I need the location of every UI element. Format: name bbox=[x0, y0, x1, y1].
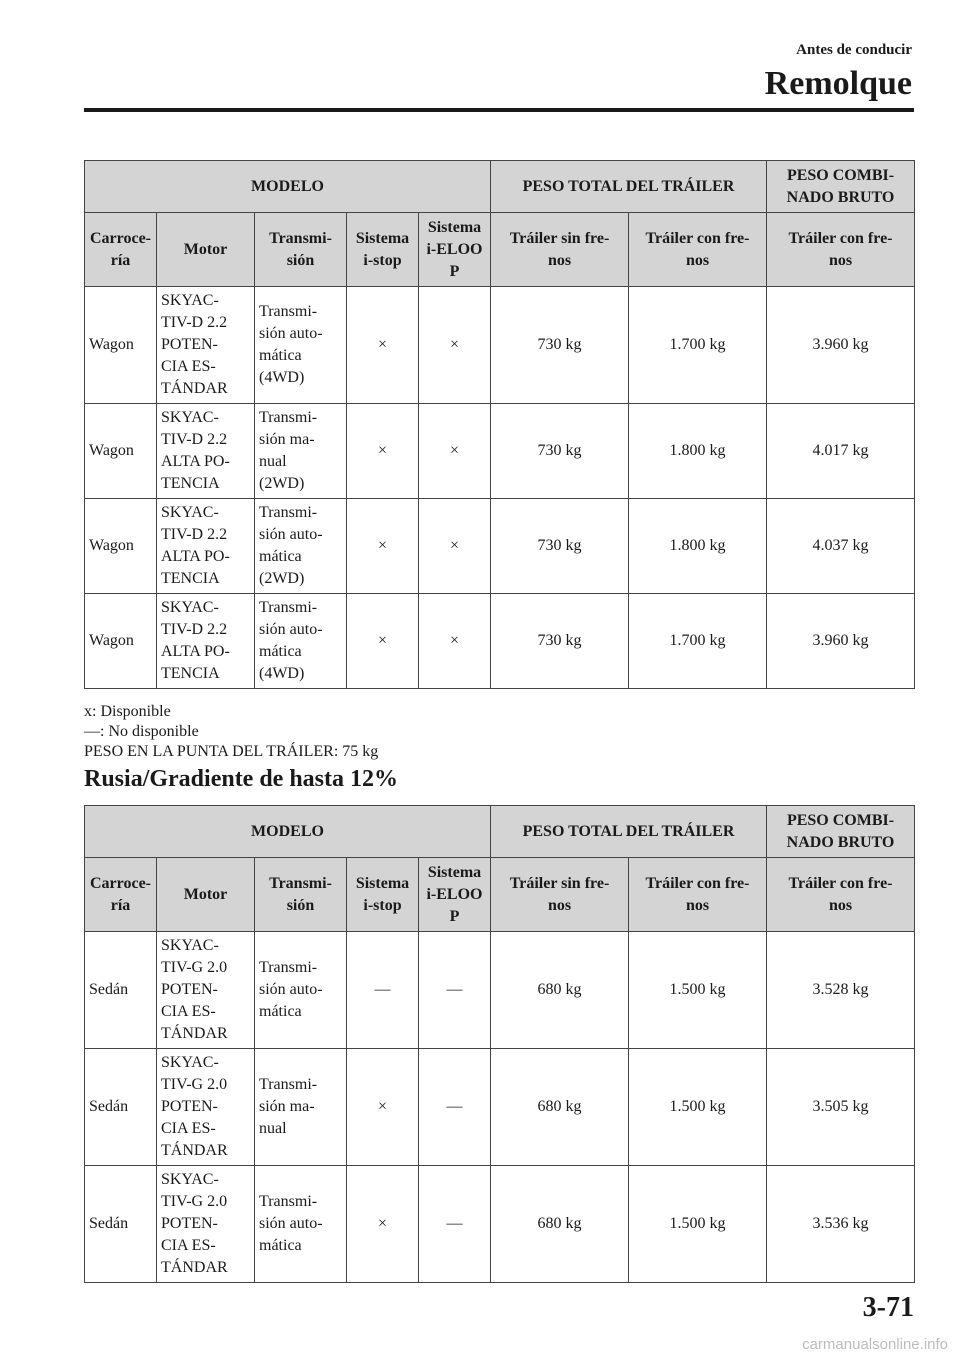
header-ieloop: Sistema i-ELOO P bbox=[419, 213, 491, 287]
header-transmision: Transmi- sión bbox=[255, 213, 347, 287]
header-peso-total: PESO TOTAL DEL TRÁILER bbox=[491, 806, 767, 858]
cell-ieloop: × bbox=[419, 404, 491, 499]
header-istop: Sistema i-stop bbox=[347, 213, 419, 287]
cell-unbraked: 730 kg bbox=[491, 404, 629, 499]
cell-body: Sedán bbox=[85, 1166, 157, 1283]
table-row bbox=[85, 499, 915, 594]
group-header-row bbox=[85, 806, 915, 858]
note-available: x: Disponible bbox=[84, 703, 171, 720]
subsection-title: Rusia/Gradiente de hasta 12% bbox=[84, 766, 399, 792]
cell-gross: 4.037 kg bbox=[767, 499, 915, 594]
header-peso-combinado: PESO COMBI- NADO BRUTO bbox=[767, 161, 915, 213]
cell-gross: 3.960 kg bbox=[767, 594, 915, 689]
cell-istop: ― bbox=[347, 932, 419, 1049]
table-row bbox=[85, 594, 915, 689]
cell-unbraked: 730 kg bbox=[491, 594, 629, 689]
cell-braked: 1.500 kg bbox=[629, 932, 767, 1049]
cell-istop: × bbox=[347, 287, 419, 404]
cell-transmission: Transmi- sión auto- mática bbox=[255, 932, 347, 1049]
header-modelo: MODELO bbox=[85, 161, 491, 213]
note-tongue-weight: PESO EN LA PUNTA DEL TRÁILER: 75 kg bbox=[84, 743, 379, 760]
cell-ieloop: ― bbox=[419, 932, 491, 1049]
header-istop: Sistema i-stop bbox=[347, 858, 419, 932]
cell-body: Sedán bbox=[85, 1049, 157, 1166]
cell-istop: × bbox=[347, 1166, 419, 1283]
cell-transmission: Transmi- sión auto- mática (4WD) bbox=[255, 287, 347, 404]
header-motor: Motor bbox=[157, 213, 255, 287]
page-header bbox=[765, 40, 912, 104]
header-modelo: MODELO bbox=[85, 806, 491, 858]
cell-unbraked: 680 kg bbox=[491, 1049, 629, 1166]
cell-unbraked: 680 kg bbox=[491, 1166, 629, 1283]
cell-body: Wagon bbox=[85, 287, 157, 404]
header-ieloop: Sistema i-ELOO P bbox=[419, 858, 491, 932]
header-con-frenos-bruto: Tráiler con fre- nos bbox=[767, 213, 915, 287]
header-peso-combinado: PESO COMBI- NADO BRUTO bbox=[767, 806, 915, 858]
cell-body: Sedán bbox=[85, 932, 157, 1049]
cell-istop: × bbox=[347, 594, 419, 689]
table-notes bbox=[84, 702, 378, 762]
cell-unbraked: 730 kg bbox=[491, 287, 629, 404]
cell-gross: 3.505 kg bbox=[767, 1049, 915, 1166]
cell-transmission: Transmi- sión ma- nual (2WD) bbox=[255, 404, 347, 499]
cell-gross: 3.528 kg bbox=[767, 932, 915, 1049]
header-con-frenos: Tráiler con fre- nos bbox=[629, 858, 767, 932]
header-motor: Motor bbox=[157, 858, 255, 932]
column-header-row bbox=[85, 213, 915, 287]
cell-ieloop: ― bbox=[419, 1166, 491, 1283]
cell-ieloop: × bbox=[419, 499, 491, 594]
cell-gross: 3.536 kg bbox=[767, 1166, 915, 1283]
cell-body: Wagon bbox=[85, 499, 157, 594]
cell-engine: SKYAC- TIV-D 2.2 ALTA PO- TENCIA bbox=[157, 404, 255, 499]
column-header-row bbox=[85, 858, 915, 932]
cell-braked: 1.700 kg bbox=[629, 594, 767, 689]
header-con-frenos: Tráiler con fre- nos bbox=[629, 213, 767, 287]
cell-transmission: Transmi- sión auto- mática (2WD) bbox=[255, 499, 347, 594]
cell-ieloop: × bbox=[419, 287, 491, 404]
footer-watermark-link[interactable]: carmanualsonline.info bbox=[802, 1336, 948, 1353]
cell-engine: SKYAC- TIV-D 2.2 ALTA PO- TENCIA bbox=[157, 499, 255, 594]
header-sin-frenos: Tráiler sin fre- nos bbox=[491, 858, 629, 932]
header-carroceria: Carroce- ría bbox=[85, 213, 157, 287]
cell-gross: 3.960 kg bbox=[767, 287, 915, 404]
header-sin-frenos: Tráiler sin fre- nos bbox=[491, 213, 629, 287]
table-row bbox=[85, 404, 915, 499]
cell-body: Wagon bbox=[85, 594, 157, 689]
cell-engine: SKYAC- TIV-G 2.0 POTEN- CIA ES- TÁNDAR bbox=[157, 1166, 255, 1283]
header-transmision: Transmi- sión bbox=[255, 858, 347, 932]
cell-braked: 1.500 kg bbox=[629, 1166, 767, 1283]
header-con-frenos-bruto: Tráiler con fre- nos bbox=[767, 858, 915, 932]
cell-engine: SKYAC- TIV-D 2.2 ALTA PO- TENCIA bbox=[157, 594, 255, 689]
cell-engine: SKYAC- TIV-G 2.0 POTEN- CIA ES- TÁNDAR bbox=[157, 932, 255, 1049]
towing-table-2 bbox=[84, 805, 915, 1283]
table-row bbox=[85, 287, 915, 404]
cell-gross: 4.017 kg bbox=[767, 404, 915, 499]
cell-body: Wagon bbox=[85, 404, 157, 499]
cell-unbraked: 680 kg bbox=[491, 932, 629, 1049]
cell-engine: SKYAC- TIV-G 2.0 POTEN- CIA ES- TÁNDAR bbox=[157, 1049, 255, 1166]
group-header-row bbox=[85, 161, 915, 213]
cell-ieloop: ― bbox=[419, 1049, 491, 1166]
cell-transmission: Transmi- sión auto- mática (4WD) bbox=[255, 594, 347, 689]
cell-istop: × bbox=[347, 1049, 419, 1166]
table-row bbox=[85, 1049, 915, 1166]
header-peso-total: PESO TOTAL DEL TRÁILER bbox=[491, 161, 767, 213]
cell-ieloop: × bbox=[419, 594, 491, 689]
table-row bbox=[85, 1166, 915, 1283]
section-label: Antes de conducir bbox=[796, 42, 912, 58]
header-rule bbox=[84, 108, 914, 112]
cell-unbraked: 730 kg bbox=[491, 499, 629, 594]
header-carroceria: Carroce- ría bbox=[85, 858, 157, 932]
table-row bbox=[85, 932, 915, 1049]
section-title: Remolque bbox=[764, 65, 912, 102]
cell-transmission: Transmi- sión ma- nual bbox=[255, 1049, 347, 1166]
cell-istop: × bbox=[347, 404, 419, 499]
cell-braked: 1.700 kg bbox=[629, 287, 767, 404]
cell-braked: 1.800 kg bbox=[629, 404, 767, 499]
cell-engine: SKYAC- TIV-D 2.2 POTEN- CIA ES- TÁNDAR bbox=[157, 287, 255, 404]
cell-istop: × bbox=[347, 499, 419, 594]
note-not-available: ―: No disponible bbox=[84, 723, 199, 740]
cell-braked: 1.500 kg bbox=[629, 1049, 767, 1166]
towing-table-1 bbox=[84, 160, 915, 689]
page-number: 3-71 bbox=[862, 1292, 914, 1323]
cell-transmission: Transmi- sión auto- mática bbox=[255, 1166, 347, 1283]
cell-braked: 1.800 kg bbox=[629, 499, 767, 594]
